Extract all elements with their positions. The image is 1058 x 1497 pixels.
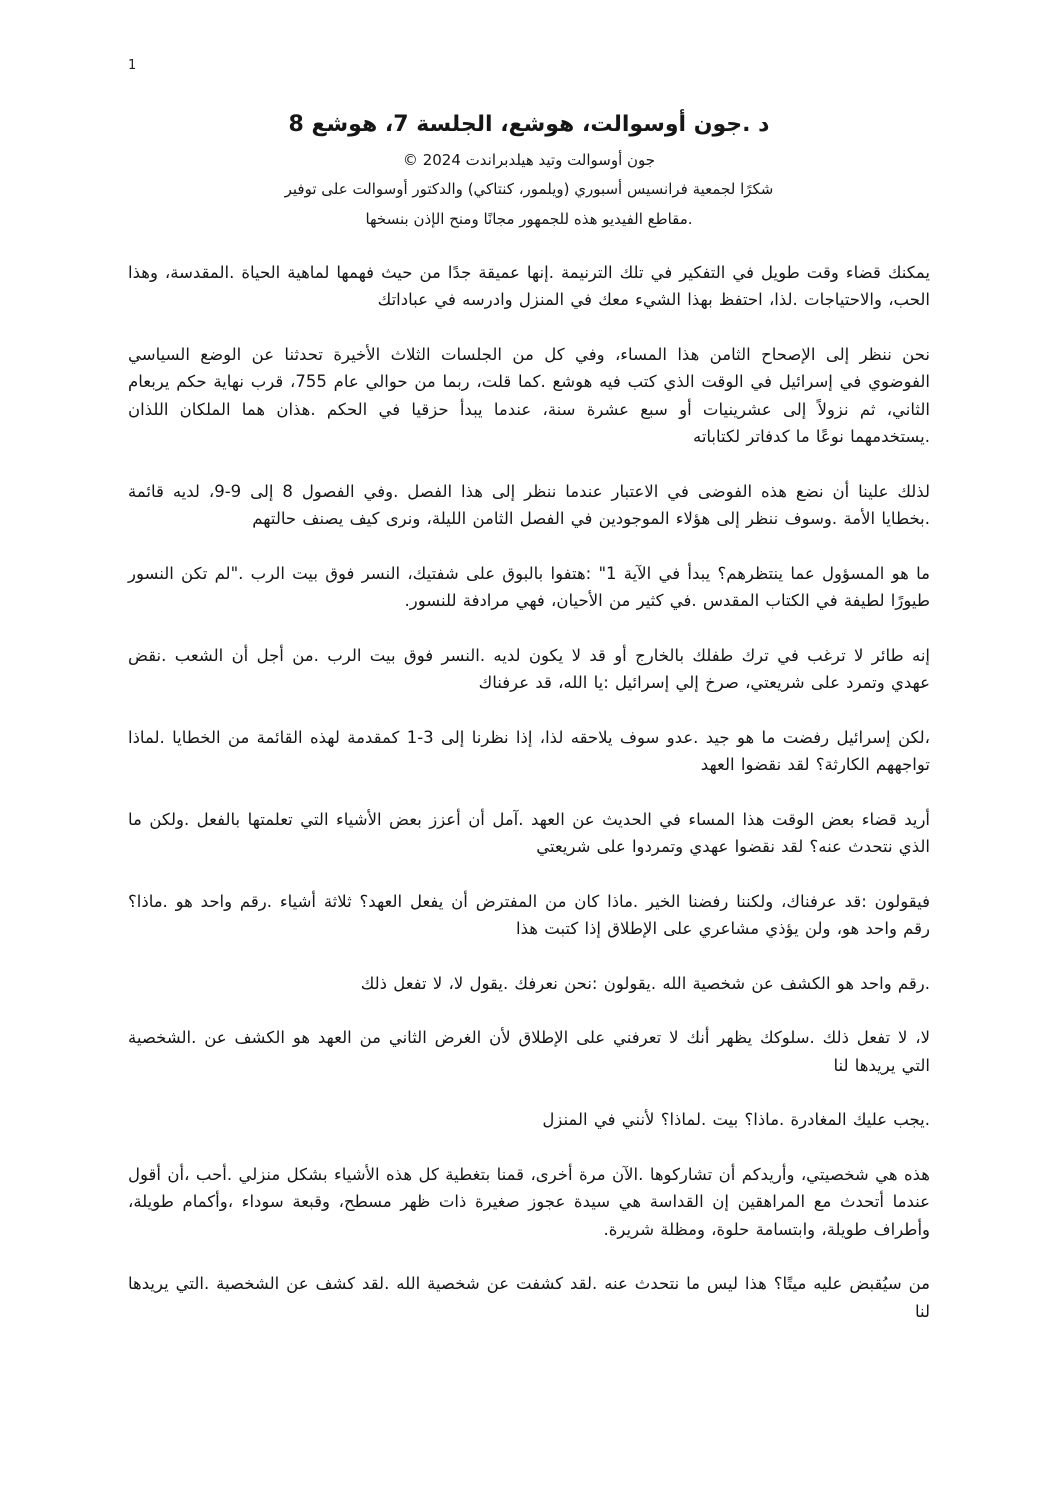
document-title: د .جون أوسوالت، هوشع، الجلسة 7، هوشع 8 [288,112,770,137]
paragraph: ،لكن إسرائيل رفضت ما هو جيد .عدو سوف يلاحقه لذا، إذا نظرنا إلى 3-1 كمقدمة لهذه القائمة من الخطايا .لماذا تواجههم الكارثة؟ لقد نقضوا العهد [128,727,930,775]
paragraph: ما هو المسؤول عما ينتظرهم؟ يبدأ في الآية 1" :هتفوا بالبوق على شفتيك، النسر فوق بيت الرب ."لم تكن النسور طيورًا لطيفة في الكتاب المقدس .في كثير من الأحيان، فهي مرادفة للنسور. [128,563,930,611]
paragraph: من سيُقبض عليه ميتًا؟ هذا ليس ما نتحدث عنه .لقد كشفت عن شخصية الله .لقد كشف عن الشخصية .التي يريدها لنا [128,1274,930,1321]
paragraph: إنه طائر لا ترغب في ترك طفلك بالخارج أو قد لا يكون لديه .النسر فوق بيت الرب .من أجل أن الشعب .نقض عهدي وتمرد على شريعتي، صرخ إلي إسرائيل :يا الله، قد عرفناك [128,645,930,693]
copyright-line: جون أوسوالت وتيد هيلدبراندت 2024 © [402,151,656,169]
paragraph: هذه هي شخصيتي، وأريدكم أن تشاركوها .الآن مرة أخرى، قمنا بتغطية كل هذه الأشياء بشكل منزلي .أحب ،أن أقول عندما أتحدث مع المراهقين إن القداسة هي سيدة عجوز صغيرة ذات ظهر مسطح، وقبعة سوداء ،وأكمام طويلة، وأطراف طويلة، وابتسامة حلوة، ومظلة شريرة. [128,1164,930,1239]
paragraph: فيقولون :قد عرفناك، ولكننا رفضنا الخير .ماذا كان من المفترض أن يفعل العهد؟ ثلاثة أشياء .رقم واحد هو .ماذا؟ رقم واحد هو، ولن يؤذي مشاعري على الإطلاق إذا كتبت هذا [128,891,930,939]
paragraph: .يجب عليك المغادرة .ماذا؟ بيت .لماذا؟ لأنني في المنزل [542,1110,930,1130]
attribution-line-2: .مقاطع الفيديو هذه للجمهور مجانًا ومنح الإذن بنسخها [365,209,693,228]
paragraph: أريد قضاء بعض الوقت هذا المساء في الحديث عن العهد .آمل أن أعزز بعض الأشياء التي تعلمتها بالفعل .ولكن ما الذي نتحدث عنه؟ لقد نقضوا عهدي وتمردوا على شريعتي [128,809,930,857]
paragraph: لا، لا تفعل ذلك .سلوكك يظهر أنك لا تعرفني على الإطلاق لأن الغرض الثاني من العهد هو الكشف عن .الشخصية التي يريدها لنا [128,1028,930,1075]
paragraph: نحن ننظر إلى الإصحاح الثامن هذا المساء، وفي كل من الجلسات الثلاث الأخيرة تحدثنا عن الوضع السياسي الفوضوي في إسرائيل في الوقت الذي كتب فيه هوشع .كما قلت، ربما من حوالي عام 755، قرب نهاية حكم يربعام الثاني، ثم نزولاً إلى عشرينيات أو سبع عشرة سنة، عندما يبدأ حزقيا في الحكم .هذان هما الملكان اللذان .يستخدمهما نوعًا ما كدفاتر لكتاباته [128,344,930,447]
attribution-line-1: شكرًا لجمعية فرانسيس أسبوري (ويلمور، كنتاكي) والدكتور أوسوالت على توفير [284,180,774,199]
paragraph: .رقم واحد هو الكشف عن شخصية الله .يقولون :نحن نعرفك .يقول لا، لا تفعل ذلك [360,973,930,993]
paragraph: يمكنك قضاء وقت طويل في التفكير في تلك الترنيمة .إنها عميقة جدًا من حيث فهمها لماهية الحياة .المقدسة، وهذا الحب، والاحتياجات .لذا، احتفظ بهذا الشيء معك في المنزل وادرسه في عباداتك [128,262,930,310]
paragraph: لذلك علينا أن نضع هذه الفوضى في الاعتبار عندما ننظر إلى هذا الفصل .وفي الفصول 8 إلى 9-9، لديه قائمة .بخطايا الأمة .وسوف ننظر إلى هؤلاء الموجودين في الفصل الثامن الليلة، ونرى كيف يصنف حالتهم [128,481,930,529]
page-number: 1 [128,58,137,73]
transcript-body [128,259,930,1326]
